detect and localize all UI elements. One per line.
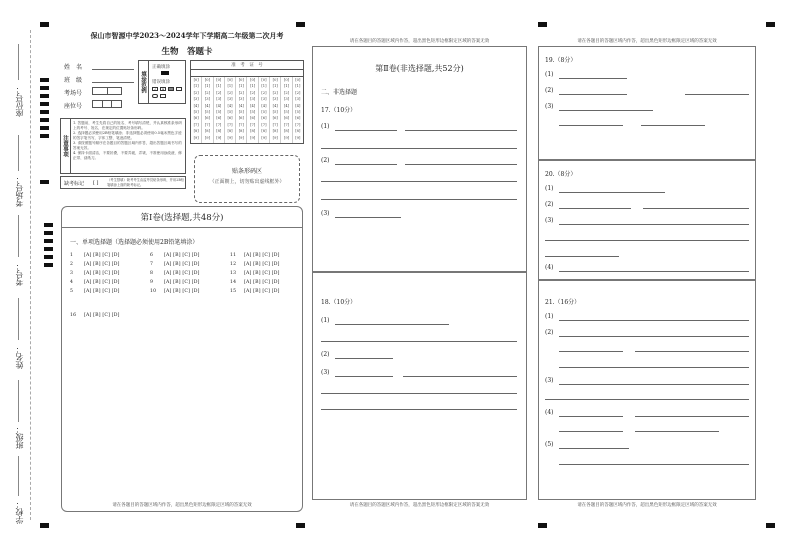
digit-bubble[interactable]: [1] <box>238 84 244 89</box>
digit-bubble[interactable]: [4] <box>272 103 278 108</box>
answer-line[interactable] <box>559 192 665 193</box>
answer-line[interactable] <box>559 208 631 209</box>
digit-bubble[interactable]: [3] <box>238 97 244 102</box>
answer-line[interactable] <box>321 199 517 200</box>
note-item: 2. 选择题必须使用2B铅笔填涂；非选择题必须使用0.5毫米黑色字迹的签字笔书写，字体工整、笔迹清楚。 <box>73 131 182 140</box>
answer-line[interactable] <box>545 399 749 400</box>
answer-line[interactable] <box>559 431 623 432</box>
digit-column[interactable] <box>202 77 213 143</box>
answer-line[interactable] <box>559 351 623 352</box>
digit-bubble[interactable]: [7] <box>295 122 301 127</box>
digit-bubble[interactable]: [4] <box>295 103 301 108</box>
digit-bubble[interactable]: [2] <box>261 90 267 95</box>
answer-line[interactable] <box>405 130 517 131</box>
digit-bubble[interactable]: [7] <box>193 122 199 127</box>
digit-bubble[interactable]: [5] <box>238 110 244 115</box>
q20-title: 20.（8分） <box>545 171 577 178</box>
answer-options[interactable]: [A] [B] [C] [D] <box>164 271 200 276</box>
question-row[interactable] <box>70 289 120 294</box>
absent-label: 缺考标记 <box>64 181 85 187</box>
digit-bubble[interactable]: [8] <box>295 129 301 134</box>
question-number: 11 <box>230 253 237 258</box>
q17-sub3-label: (3) <box>321 210 330 217</box>
question-number: 15 <box>230 289 237 294</box>
question-number: 6 <box>150 253 154 258</box>
question-row[interactable] <box>70 280 120 285</box>
digit-bubble[interactable]: [8] <box>227 129 233 134</box>
digit-bubble[interactable]: [2] <box>227 90 233 95</box>
digit-bubble[interactable]: [1] <box>261 84 267 89</box>
fill-example: 填涂范例 正确填涂 错误填涂 ✓ ✕ <box>138 60 186 104</box>
question-row[interactable] <box>70 253 120 258</box>
q21-sub4-label: (4) <box>545 409 554 416</box>
seat-label: 座位号： <box>15 85 24 117</box>
q19-sub2-label: (2) <box>545 87 554 94</box>
digit-bubble[interactable]: [0] <box>261 78 267 82</box>
digit-bubble[interactable]: [3] <box>261 97 267 102</box>
notes-list <box>73 121 185 161</box>
digit-bubble[interactable]: [0] <box>204 78 210 82</box>
digit-bubble[interactable]: [1] <box>283 84 290 89</box>
exam-no-label: 考号： <box>15 262 24 286</box>
digit-bubble[interactable]: [6] <box>295 116 301 121</box>
digit-bubble[interactable]: [3] <box>227 97 233 102</box>
digit-bubble[interactable]: [8] <box>216 129 222 134</box>
q18-sub2-label: (2) <box>321 351 330 358</box>
note-item: 1. 答题前，考生先将自己的姓名、考号填写清楚，并认真核准条形码上的考号、姓名，在规定的位置贴好条形码。 <box>73 121 182 130</box>
digit-bubble[interactable]: [3] <box>272 97 278 102</box>
answer-line[interactable] <box>559 464 749 465</box>
digit-bubble[interactable]: [8] <box>261 129 267 134</box>
part1-section-heading: 一、单项选择题（选择题必须使用2B铅笔填涂） <box>70 239 199 246</box>
answer-line[interactable] <box>635 351 749 352</box>
q18-sub1-label: (1) <box>321 317 330 324</box>
answer-line[interactable] <box>403 376 517 377</box>
answer-options[interactable]: [A] [B] [C] [D] <box>164 280 200 285</box>
digit-bubble[interactable]: [5] <box>295 110 301 115</box>
digit-bubble[interactable]: [6] <box>227 116 233 121</box>
notes-box <box>60 118 186 174</box>
q19-sub3-label: (3) <box>545 103 554 110</box>
question-row[interactable] <box>150 262 200 267</box>
answer-options[interactable]: [A] [B] [C] [D] <box>244 271 280 276</box>
question-number: 2 <box>70 262 74 267</box>
digit-bubble[interactable]: [9] <box>261 135 267 140</box>
question-row[interactable] <box>230 280 280 285</box>
registration-mark <box>766 22 775 27</box>
q19-title: 19.（8分） <box>545 57 577 64</box>
answer-line[interactable] <box>335 376 393 377</box>
exam-room-label: 考场号 <box>64 90 83 97</box>
question-row[interactable] <box>150 289 200 294</box>
answer-line[interactable] <box>321 148 517 149</box>
question-number: 3 <box>70 271 74 276</box>
question-number: 13 <box>230 271 237 276</box>
digit-bubble[interactable]: [9] <box>227 135 233 140</box>
answer-line[interactable] <box>321 393 517 394</box>
answer-line[interactable] <box>559 78 627 79</box>
area-notice: 请在各题目的答题区域内作答，超出黑色矩形边框限定区域的答案无效 <box>349 39 490 44</box>
answer-line[interactable] <box>405 164 517 165</box>
name-label: 姓 名 <box>64 64 83 71</box>
question-row[interactable] <box>230 271 280 276</box>
question-row[interactable] <box>70 262 120 267</box>
digit-bubble[interactable]: [4] <box>204 103 210 108</box>
registration-mark <box>538 22 547 27</box>
barcode-area <box>194 155 300 203</box>
digit-bubble[interactable]: [5] <box>193 110 199 115</box>
question-number: 9 <box>150 280 154 285</box>
q21-sub2-label: (2) <box>545 329 554 336</box>
answer-line[interactable] <box>321 409 517 410</box>
digit-bubble[interactable]: [0] <box>216 78 222 82</box>
card-subtitle: 生物 答题卡 <box>161 47 213 57</box>
digit-bubble[interactable]: [9] <box>193 135 199 140</box>
digit-bubble[interactable]: [8] <box>204 129 210 134</box>
answer-options[interactable]: [A] [B] [C] [D] <box>244 262 280 267</box>
q20-sub3-label: (3) <box>545 217 554 224</box>
digit-bubble[interactable]: [3] <box>250 97 256 102</box>
class-field[interactable] <box>92 82 134 83</box>
digit-bubble[interactable]: [9] <box>283 135 290 140</box>
answer-line[interactable] <box>321 181 517 182</box>
digit-bubble[interactable]: [9] <box>204 135 210 140</box>
correct-fill-sample <box>161 71 169 75</box>
question-number: 7 <box>150 262 154 267</box>
question-row[interactable] <box>150 253 200 258</box>
digit-bubble[interactable]: [0] <box>295 78 301 82</box>
answer-line[interactable] <box>335 130 397 131</box>
answer-line[interactable] <box>559 367 749 368</box>
answer-options[interactable]: [A] [B] [C] [D] <box>244 253 280 258</box>
answer-line[interactable] <box>559 320 749 321</box>
digit-bubble[interactable]: [7] <box>216 122 222 127</box>
q17-sub1-label: (1) <box>321 123 330 130</box>
school-label: 学校： <box>15 500 24 524</box>
answer-line[interactable] <box>635 431 719 432</box>
q20-panel <box>538 160 756 280</box>
digit-bubble[interactable]: [6] <box>261 116 267 121</box>
digit-bubble[interactable]: [0] <box>193 78 199 82</box>
digit-bubble[interactable]: [2] <box>216 90 222 95</box>
digit-bubble[interactable]: [7] <box>261 122 267 127</box>
question-row[interactable] <box>150 280 200 285</box>
digit-bubble[interactable]: [8] <box>283 129 290 134</box>
area-notice: 请在各题目的答题区域内作答，超出黑色矩形边框限定区域的答案无效 <box>577 39 717 44</box>
digit-column[interactable] <box>293 77 303 143</box>
answer-line[interactable] <box>643 208 749 209</box>
digit-column[interactable] <box>270 77 281 143</box>
q21-sub1-label: (1) <box>545 313 554 320</box>
question-number: 1 <box>70 253 74 258</box>
registration-mark <box>538 523 547 528</box>
digit-bubble[interactable]: [8] <box>272 129 278 134</box>
seat-label: 座位号 <box>64 103 83 110</box>
part2-title: 第Ⅱ卷(非选择题,共52分) <box>375 64 464 73</box>
part1-title: 第Ⅰ卷(选择题,共48分) <box>140 213 224 223</box>
q20-sub1-label: (1) <box>545 185 554 192</box>
digit-bubble[interactable]: [4] <box>216 103 222 108</box>
digit-bubble[interactable]: [4] <box>193 103 199 108</box>
digit-bubble[interactable]: [5] <box>261 110 267 115</box>
question-number: 14 <box>230 280 237 285</box>
answer-line[interactable] <box>335 358 393 359</box>
digit-bubble[interactable]: [5] <box>272 110 278 115</box>
question-row[interactable] <box>230 289 280 294</box>
answer-options[interactable]: [A] [B] [C] [D] <box>164 289 200 294</box>
answer-line[interactable] <box>335 217 401 218</box>
answer-options[interactable]: [A] [B] [C] [D] <box>84 289 120 294</box>
digit-column[interactable] <box>259 77 270 143</box>
exam-number-grid[interactable]: 准 考 证 号 [0] [1] [2] [3] [4] [5] [6] [7] [8] [9] [0] [1] [2] [3] [4] [5] [6] [7] [8] [9] [0] [1] [2] [3] [4] [5] [6] [7] [8] [9] [0] [1] [2] [3] [4] [5] [6] [7] [8] [9] [0] [1] [2] [3] [4] [5] [6] [7] [8] [9] [0] [1] [2] [3] [4] [5] [6] [7] [8] [9] [0] [1] [2] [3] [4] [5] [6] [7] [8] [9] [0] [1] [2] [3] [4] [5] [6] [7] [8] [9] [0] [1] [2] [3] [4] [5] [6] [7] [8] [9] [0] [1] [2] [3] [4] [5] [6] [7] [8] [9] <box>190 60 304 144</box>
digit-bubble[interactable]: [4] <box>238 103 244 108</box>
class-label: 班级： <box>15 425 24 449</box>
digit-bubble[interactable]: [2] <box>272 90 278 95</box>
digit-bubble[interactable]: [1] <box>216 84 222 89</box>
q18-panel <box>312 272 527 500</box>
question-row[interactable] <box>150 271 200 276</box>
answer-options[interactable]: [A] [B] [C] [D] <box>244 280 280 285</box>
answer-options[interactable]: [A] [B] [C] [D] <box>164 253 200 258</box>
part2-section-heading: 二、非选择题 <box>321 89 358 96</box>
digit-bubble[interactable]: [2] <box>295 90 301 95</box>
digit-bubble[interactable]: [6] <box>250 116 256 121</box>
answer-options[interactable]: [A] [B] [C] [D] <box>84 271 120 276</box>
q21-panel <box>538 280 756 500</box>
digit-bubble[interactable]: [6] <box>193 116 199 121</box>
digit-bubble[interactable]: [2] <box>283 90 290 95</box>
question-row[interactable] <box>230 262 280 267</box>
digit-bubble[interactable]: [6] <box>272 116 278 121</box>
digit-bubble[interactable]: [1] <box>250 84 256 89</box>
digit-bubble[interactable]: [7] <box>283 122 290 127</box>
answer-line[interactable] <box>545 240 749 241</box>
question-number: 5 <box>70 289 74 294</box>
answer-line[interactable] <box>559 384 749 385</box>
digit-bubble[interactable]: [9] <box>238 135 244 140</box>
question-number: 12 <box>230 262 237 267</box>
digit-bubble[interactable]: [7] <box>238 122 244 127</box>
wrong-fill-label: 错误填涂 <box>152 80 170 85</box>
area-notice: 请在各题目的答题区域内作答，超出黑色矩形边框限定区域的答案无效 <box>349 503 490 508</box>
digit-bubble[interactable]: [9] <box>295 135 301 140</box>
digit-bubble[interactable]: [8] <box>250 129 256 134</box>
digit-bubble[interactable]: [4] <box>250 103 256 108</box>
answer-line[interactable] <box>545 256 619 257</box>
digit-column[interactable] <box>247 77 258 143</box>
q21-sub3-label: (3) <box>545 377 554 384</box>
answer-options[interactable]: [A] [B] [C] [D] <box>84 280 120 285</box>
answer-line[interactable] <box>559 271 749 272</box>
exam-room-boxes[interactable] <box>92 87 122 95</box>
answer-options[interactable]: [A] [B] [C] [D] <box>84 313 120 318</box>
digit-bubble[interactable]: [5] <box>283 110 290 115</box>
registration-mark <box>40 22 49 27</box>
notes-title: 注意事项 <box>61 119 71 173</box>
digit-bubble[interactable]: [8] <box>238 129 244 134</box>
class-label: 班 级 <box>64 77 83 84</box>
absent-mark-box <box>60 176 186 189</box>
answer-line[interactable] <box>635 416 749 417</box>
barcode-title: 贴条形码区 <box>231 168 262 175</box>
answer-line[interactable] <box>641 125 705 126</box>
q19-panel <box>538 46 756 160</box>
digit-bubble[interactable]: [3] <box>193 97 199 102</box>
answer-line[interactable] <box>685 94 749 95</box>
answer-line[interactable] <box>335 164 397 165</box>
digit-bubble[interactable]: [1] <box>204 84 210 89</box>
digit-bubble[interactable]: [9] <box>272 135 278 140</box>
answer-line[interactable] <box>559 416 623 417</box>
answer-line[interactable] <box>559 110 653 111</box>
digit-bubble[interactable]: [4] <box>227 103 233 108</box>
digit-bubble[interactable]: [1] <box>272 84 278 89</box>
digit-bubble[interactable]: [9] <box>250 135 256 140</box>
answer-line[interactable] <box>559 125 623 126</box>
digit-column[interactable] <box>281 77 292 143</box>
digit-column[interactable] <box>225 77 236 143</box>
answer-options[interactable]: [A] [B] [C] [D] <box>244 289 280 294</box>
q21-title: 21.（16分） <box>545 299 581 306</box>
q17-sub2-label: (2) <box>321 157 330 164</box>
digit-bubble[interactable]: [2] <box>238 90 244 95</box>
q17-panel <box>312 46 527 272</box>
digit-bubble[interactable]: [7] <box>227 122 233 127</box>
question-row[interactable] <box>70 271 120 276</box>
digit-bubble[interactable]: [1] <box>227 84 233 89</box>
digit-bubble[interactable]: [2] <box>193 90 199 95</box>
digit-bubble[interactable]: [0] <box>283 78 290 82</box>
note-item: 3. 请按照题号顺序在各题目的答题区域内作答，超出答题区域书写的答案无效。 <box>73 141 182 150</box>
digit-bubble[interactable]: [1] <box>193 84 199 89</box>
area-notice: 请在各题目的答题区域内作答，超出黑色矩形边框限定区域的答案无效 <box>112 503 252 508</box>
name-label: 姓名： <box>15 345 24 369</box>
question-number: 4 <box>70 280 74 285</box>
exam-title: 保山市智源中学2023～2024学年下学期高二年级第二次月考 <box>90 31 284 40</box>
q20-sub4-label: (4) <box>545 264 554 271</box>
registration-mark <box>40 523 49 528</box>
digit-bubble[interactable]: [8] <box>193 129 199 134</box>
digit-bubble[interactable]: [3] <box>216 97 222 102</box>
digit-bubble[interactable]: [5] <box>204 110 210 115</box>
answer-line[interactable] <box>559 94 627 95</box>
digit-bubble[interactable]: [7] <box>250 122 256 127</box>
note-item: 4. 保持卡面清洁，不要折叠，不要弄破，弄皱，不准使用涂改液、修正带、刮纸刀。 <box>73 151 182 160</box>
registration-mark <box>296 22 305 27</box>
part1-panel <box>61 206 303 512</box>
exam-room-label: 考场号： <box>15 175 24 207</box>
question-row[interactable]: 16 [A] [B] [C] [D] <box>70 313 120 318</box>
q19-sub1-label: (1) <box>545 71 554 78</box>
digit-bubble[interactable]: [3] <box>283 97 290 102</box>
digit-bubble[interactable]: [0] <box>250 78 256 82</box>
digit-bubble[interactable]: [5] <box>250 110 256 115</box>
digit-bubble[interactable]: [7] <box>272 122 278 127</box>
question-number: 8 <box>150 271 154 276</box>
digit-bubble[interactable]: [4] <box>283 103 290 108</box>
digit-bubble[interactable]: [1] <box>295 84 301 89</box>
digit-bubble[interactable]: [2] <box>204 90 210 95</box>
digit-column[interactable] <box>236 77 247 143</box>
registration-mark <box>766 523 775 528</box>
digit-bubble[interactable]: [6] <box>216 116 222 121</box>
q20-sub2-label: (2) <box>545 201 554 208</box>
q18-title: 18.（10分） <box>321 299 357 306</box>
name-field[interactable] <box>92 69 134 70</box>
digit-bubble[interactable]: [3] <box>204 97 210 102</box>
digit-column[interactable] <box>191 77 202 143</box>
answer-line[interactable] <box>335 324 449 325</box>
absent-note: （考生禁填）缺考考生由监考员贴条形码，并用2B铅笔填涂上面的缺考标记。 <box>107 178 185 187</box>
answer-line[interactable] <box>559 448 629 449</box>
digit-bubble[interactable]: [2] <box>250 90 256 95</box>
digit-column[interactable] <box>214 77 225 143</box>
q21-sub5-label: (5) <box>545 441 554 448</box>
question-number: 10 <box>150 289 157 294</box>
digit-bubble[interactable]: [9] <box>216 135 222 140</box>
answer-line[interactable] <box>321 341 517 342</box>
absent-checkbox[interactable]: [ ] <box>93 180 99 186</box>
answer-line[interactable] <box>559 224 749 225</box>
digit-bubble[interactable]: [0] <box>238 78 244 82</box>
digit-bubble[interactable]: [4] <box>261 103 267 108</box>
barcode-hint: （正面朝上，切勿贴出虚线框外） <box>209 179 285 185</box>
digit-bubble[interactable]: [0] <box>272 78 278 82</box>
digit-bubble[interactable]: [6] <box>238 116 244 121</box>
correct-fill-label: 正确填涂 <box>152 65 170 70</box>
question-row[interactable] <box>230 253 280 258</box>
digit-bubble[interactable]: [6] <box>283 116 290 121</box>
answer-options[interactable]: [A] [B] [C] [D] <box>164 262 200 267</box>
digit-bubble[interactable]: [0] <box>227 78 233 82</box>
digit-bubble[interactable]: [7] <box>204 122 210 127</box>
digit-bubble[interactable]: [6] <box>204 116 210 121</box>
seat-boxes[interactable] <box>92 100 122 108</box>
registration-mark <box>296 523 305 528</box>
wrong-fill-samples: ✓ ✕ <box>152 87 182 91</box>
q18-sub3-label: (3) <box>321 369 330 376</box>
answer-options[interactable]: [A] [B] [C] [D] <box>84 262 120 267</box>
digit-bubble[interactable]: [5] <box>227 110 233 115</box>
area-notice: 请在各题目的答题区域内作答，超出黑色矩形边框限定区域的答案无效 <box>577 503 717 508</box>
answer-options[interactable]: [A] [B] [C] [D] <box>84 253 120 258</box>
digit-bubble[interactable]: [5] <box>216 110 222 115</box>
digit-bubble[interactable]: [3] <box>295 97 301 102</box>
q17-title: 17.（10分） <box>321 107 357 114</box>
answer-line[interactable] <box>559 336 749 337</box>
